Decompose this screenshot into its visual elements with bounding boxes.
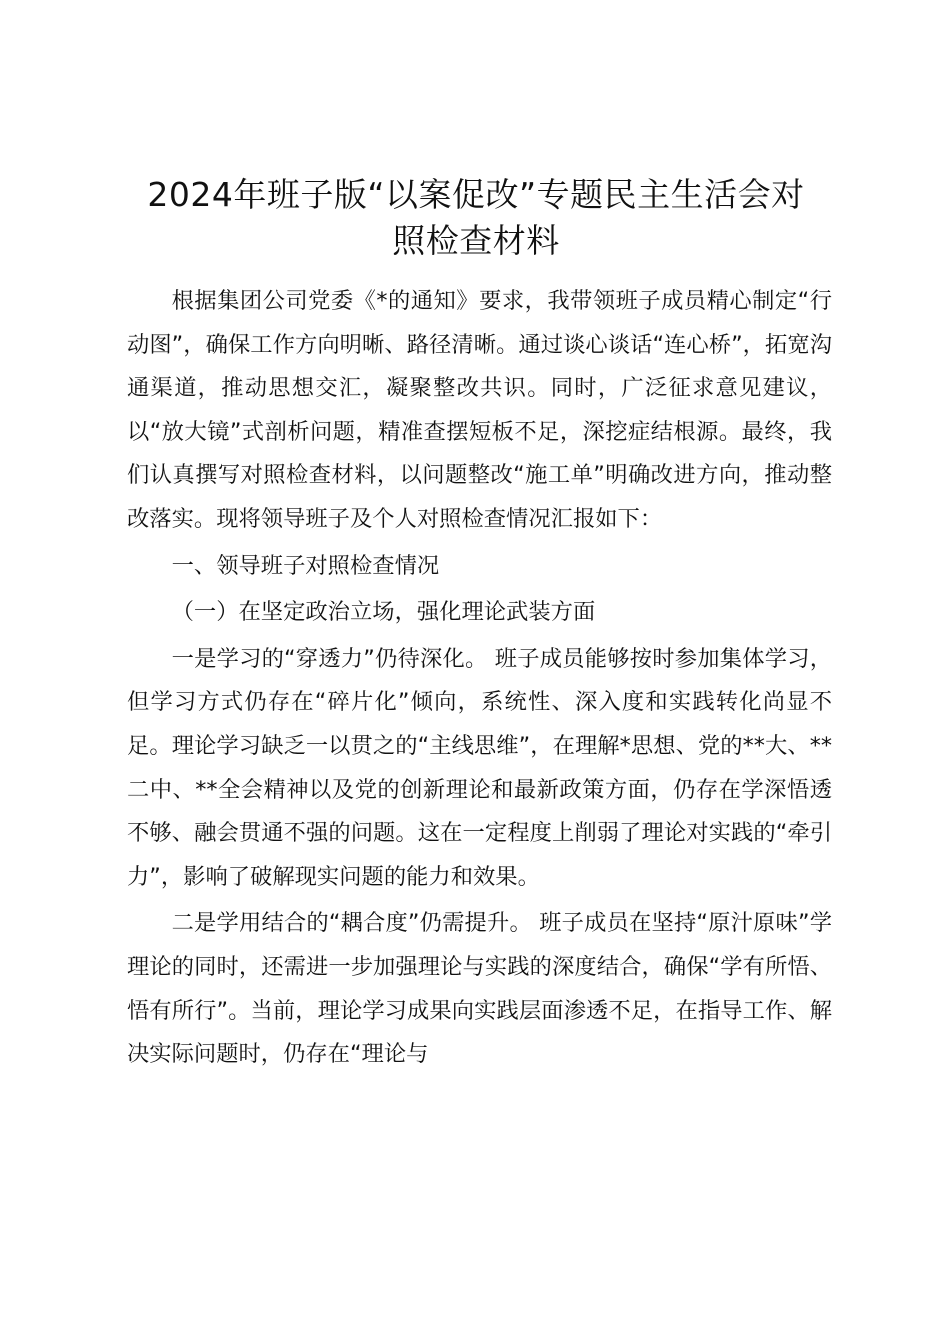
document-body <box>127 280 832 1077</box>
body-paragraph-2: 二是学用结合的“耦合度”仍需提升。 班子成员在坚持“原汁原味”学理论的同时，还需进一步加强理论与实践的深度结合，确保“学有所悟、悟有所行”。当前，理论学习成果向实践层面渗透不足，在指导工作、解决实际问题时，仍存在“理论与 <box>127 910 832 1068</box>
document-title <box>120 172 832 264</box>
body-paragraph-1: 一是学习的“穿透力”仍待深化。 班子成员能够按时参加集体学习，但学习方式仍存在“碎片化”倾向，系统性、深入度和实践转化尚显不足。理论学习缺乏一以贯之的“主线思维”，在理解*思想、党的**大、**二中、**全会精神以及党的创新理论和最新政策方面，仍存在学深悟透不够、融会贯通不强的问题。这在一定程度上削弱了理论对实践的“牵引力”，影响了破解现实问题的能力和效果。 <box>127 645 832 890</box>
section-heading: 一、领导班子对照检查情况 <box>171 552 440 579</box>
intro-paragraph: 根据集团公司党委《*的通知》要求，我带领班子成员精心制定“行动图”，确保工作方向明晰、路径清晰。通过谈心谈话“连心桥”，拓宽沟通渠道，推动思想交汇，凝聚整改共识。同时，广泛征求意见建议，以“放大镜”式剖析问题，精准查摆短板不足，深挖症结根源。最终，我们认真撰写对照检查材料，以问题整改“施工单”明确改进方向，推动整改落实。现将领导班子及个人对照检查情况汇报如下： <box>127 288 832 532</box>
title-line-2: 照检查材料 <box>392 221 560 260</box>
title-line-1: 2024年班子版“以案促改”专题民主生活会对 <box>147 175 805 214</box>
subsection-heading: （一）在坚定政治立场，强化理论武装方面 <box>171 599 596 626</box>
